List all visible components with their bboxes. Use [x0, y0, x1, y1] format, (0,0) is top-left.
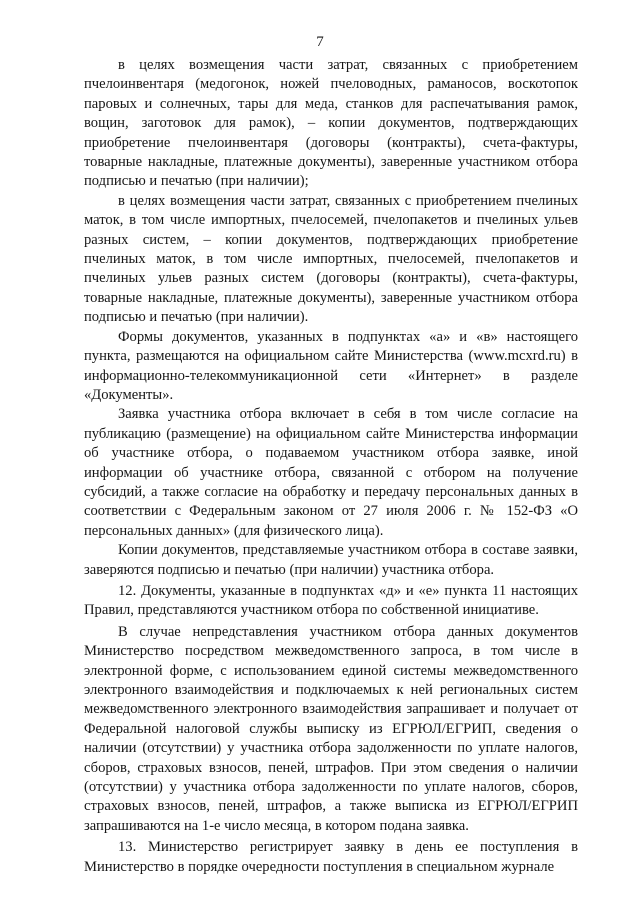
paragraph-queen-bees: в целях возмещения части затрат, связанных с приобретением пчелиных маток, в том числе импортных, пчелосемей, пчелопакетов и пчелиных ульев разных систем, – копии документов, подтверждающих приобретение пчелиных маток, в том числе импортных, пчелосемей, пчелопакетов и пчелиных ульев разных систем (договоры (контракты), счета-фактуры, товарные накладные, платежные документы), заверенные участником отбора подписью и печатью (при наличии). — [84, 192, 578, 326]
paragraph-copies: Копии документов, представляемые участником отбора в составе заявки, заверяются подписью и печатью (при наличии) участника отбора. — [84, 542, 578, 578]
paragraph-document-forms: Формы документов, указанных в подпунктах «а» и «в» настоящего пункта, размещаются на официальном сайте Министерства (www.mcxrd.ru) в информационно-телекоммуникационной сети «Интернет» в разделе «Документы». — [84, 328, 578, 403]
paragraph-item-13: 13. Министерство регистрирует заявку в день ее поступления в Министерство в порядке очередности поступления в специальном журнале — [84, 839, 578, 875]
paragraph-beekeeping-equipment: в целях возмещения части затрат, связанных с приобретением пчелоинвентаря (медогонок, ножей пчеловодных, раманосов, воскотопок паровых и солнечных, тары для меда, станков для распечатывания рамок, вощин, заготовок для рамок), – копии документов, подтверждающих приобретение пчелоинвентаря (договоры (контракты), счета-фактуры, товарные накладные, платежные документы), заверенные участником отбора подписью и печатью (при наличии); — [84, 57, 578, 190]
paragraph-consent: Заявка участника отбора включает в себя в том числе согласие на публикацию (размещение) на официальном сайте Министерства информации об участнике отбора, о подаваемом участником отбора заявке, иной информации об участнике отбора, связанной с отбором на получение субсидий, а также согласие на обработку и передачу персональных данных в соответствии с Федеральным законом от 27 июля 2006 г. № 152-ФЗ «О персональных данных» (для физического лица). — [84, 406, 578, 539]
document-body — [84, 56, 578, 877]
page-number: 7 — [316, 34, 324, 50]
paragraph-interagency-request: В случае непредставления участником отбора данных документов Министерство посредством межведомственного запроса, в том числе в электронной форме, с использованием единой системы межведомственного электронного взаимодействия и подключаемых к ней региональных систем межведомственного электронного взаимодействия запрашивает и получает от Федеральной налоговой службы выписку из ЕГРЮЛ/ЕГРИП, сведения о наличии (отсутствии) у участника отбора задолженности по уплате налогов, сборов, страховых взносов, пеней, штрафов. При этом сведения о наличии (отсутствии) у участника отбора задолженности по уплате налогов, сборов, страховых взносов, пеней, штрафов, а также выписка из ЕГРЮЛ/ЕГРИП запрашиваются на 1-е число месяца, в котором подана заявка. — [84, 623, 578, 834]
paragraph-item-12: 12. Документы, указанные в подпунктах «д» и «е» пункта 11 настоящих Правил, представляются участником отбора по собственной инициативе. — [84, 582, 578, 619]
